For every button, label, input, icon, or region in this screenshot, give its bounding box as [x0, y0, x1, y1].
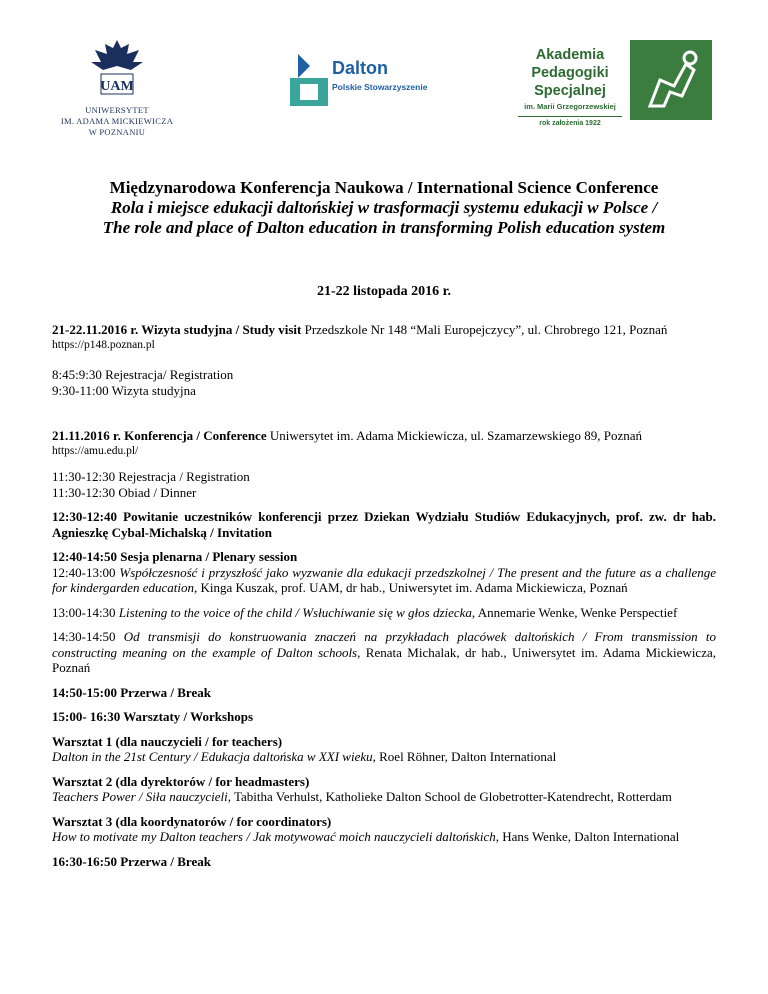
workshop-3-heading: Warsztat 3 (dla koordynatorów / for coordinators)	[52, 813, 332, 829]
plenary-talk-1	[52, 565, 716, 596]
uam-emblem-text: UAM	[100, 79, 134, 94]
aps-figure-icon	[630, 40, 712, 120]
aps-line2: Pedagogiki	[531, 65, 609, 81]
conference-url-link[interactable]: https://amu.edu.pl/	[52, 444, 139, 457]
conference-line1: 11:30-12:30 Rejestracja / Registration	[52, 469, 250, 484]
dalton-sub: Polskie Stowarzyszenie	[332, 82, 428, 92]
plenary-heading: 12:40-14:50 Sesja plenarna / Plenary session	[52, 549, 298, 564]
plenary-talk-3	[52, 629, 716, 676]
welcome-item: 12:30-12:40 Powitanie uczestników konferencji przez Dziekan Wydziału Studiów Edukacyjnych, prof. zw. dr hab. Agnieszkę Cybal-Michalską / Invitation	[52, 509, 716, 540]
conference-title	[40, 178, 728, 238]
uam-logo	[52, 36, 182, 146]
talk-3-title: Od transmisji do konstruowania znaczeń na przykładach placówek daltońskich / From transmission to constructing meaning on the example of Dalton schools	[52, 629, 716, 660]
visit-head-rest: Przedszkole Nr 148 “Mali Europejczycy”, ul. Chrobrego 121, Poznań	[301, 322, 668, 337]
workshop-2-body	[52, 789, 716, 805]
dalton-name: Dalton	[332, 58, 388, 78]
title-line2: Rola i miejsce edukacji daltońskiej w trasformacji systemu edukacji w Polsce /	[110, 198, 658, 217]
uam-line2: IM. ADAMA MICKIEWICZA	[60, 116, 174, 126]
talk-1-author: , Kinga Kuszak, prof. UAM, dr hab., Uniwersytet im. Adama Mickiewicza, Poznań	[194, 580, 628, 595]
visit-line1: 8:45:9:30 Rejestracja/ Registration	[52, 367, 234, 382]
uam-line1: UNIWERSYTET	[85, 105, 149, 115]
workshops-heading: 15:00- 16:30 Warsztaty / Workshops	[52, 709, 254, 724]
workshop-1-heading: Warsztat 1 (dla nauczycieli / for teachers)	[52, 733, 283, 749]
conference-head-rest: Uniwersytet im. Adama Mickiewicza, ul. Szamarzewskiego 89, Poznań	[266, 428, 643, 443]
talk-3-time: 14:30-14:50	[52, 629, 124, 644]
aps-year: rok założenia 1922	[539, 120, 601, 127]
visit-head-bold: 21-22.11.2016 r. Wizyta studyjna / Study visit	[52, 322, 302, 337]
title-line3: The role and place of Dalton education in transforming Polish education system	[102, 218, 666, 237]
aps-logo	[518, 40, 718, 132]
visit-line2: 9:30-11:00 Wizyta studyjna	[52, 382, 196, 398]
dalton-mark-icon	[290, 50, 330, 108]
talk-1-title: Współczesność i przyszłość jako wyzwanie dla edukacji przedszkolnej / The present and the future as a challenge for kindergarden education	[52, 564, 716, 595]
workshop-1-author: Roel Röhner, Dalton International	[375, 749, 557, 764]
aps-line1: Akademia	[535, 47, 605, 63]
conference-line2: 11:30-12:30 Obiad / Dinner	[52, 484, 197, 500]
workshop-3-body	[52, 829, 716, 845]
conference-heading	[52, 428, 716, 444]
plenary-talk-2	[52, 605, 716, 621]
break-1: 14:50-15:00 Przerwa / Break	[52, 684, 211, 700]
talk-1-time: 12:40-13:00	[52, 564, 120, 580]
workshop-2-heading: Warsztat 2 (dla dyrektorów / for headmasters)	[52, 773, 310, 789]
talk-3-author: , Renata Michalak, dr hab., Uniwersytet im. Adama Mickiewicza, Poznań	[52, 644, 716, 675]
aps-line4: im. Marii Grzegorzewskiej	[524, 102, 616, 111]
aps-divider	[518, 116, 622, 117]
aps-line3: Specjalnej	[534, 83, 606, 99]
title-line1: Międzynarodowa Konferencja Naukowa / International Science Conference	[109, 178, 659, 197]
talk-2-author: , Annemarie Wenke, Wenke Perspectief	[471, 604, 678, 620]
workshop-1-title: Dalton in the 21st Century / Edukacja daltońska w XXI wieku,	[52, 749, 376, 764]
conference-head-bold: 21.11.2016 r. Konferencja / Conference	[52, 428, 267, 443]
break-2: 16:30-16:50 Przerwa / Break	[52, 853, 211, 869]
workshop-2-title: Teachers Power / Siła nauczycieli,	[52, 789, 231, 804]
uam-eagle-icon	[85, 36, 149, 100]
visit-url-link[interactable]: https://p148.poznan.pl	[52, 338, 155, 351]
uam-line3: W POZNANIU	[88, 127, 146, 137]
conference-date: 21-22 listopada 2016 r.	[316, 284, 452, 299]
workshop-3-author: Hans Wenke, Dalton International	[498, 829, 680, 844]
program-content	[52, 322, 716, 869]
workshop-3-title: How to motivate my Dalton teachers / Jak motywować moich nauczycieli daltońskich,	[52, 829, 499, 844]
workshop-1-body	[52, 749, 716, 765]
workshop-2-author: Tabitha Verhulst, Katholieke Dalton School de Globetrotter-Katendrecht, Rotterdam	[230, 789, 672, 804]
dalton-logo	[290, 50, 440, 110]
visit-heading	[52, 322, 716, 338]
talk-2-title: Listening to the voice of the child / Wsłuchiwanie się w głos dziecka	[118, 604, 472, 620]
talk-2-time: 13:00-14:30	[52, 604, 119, 620]
